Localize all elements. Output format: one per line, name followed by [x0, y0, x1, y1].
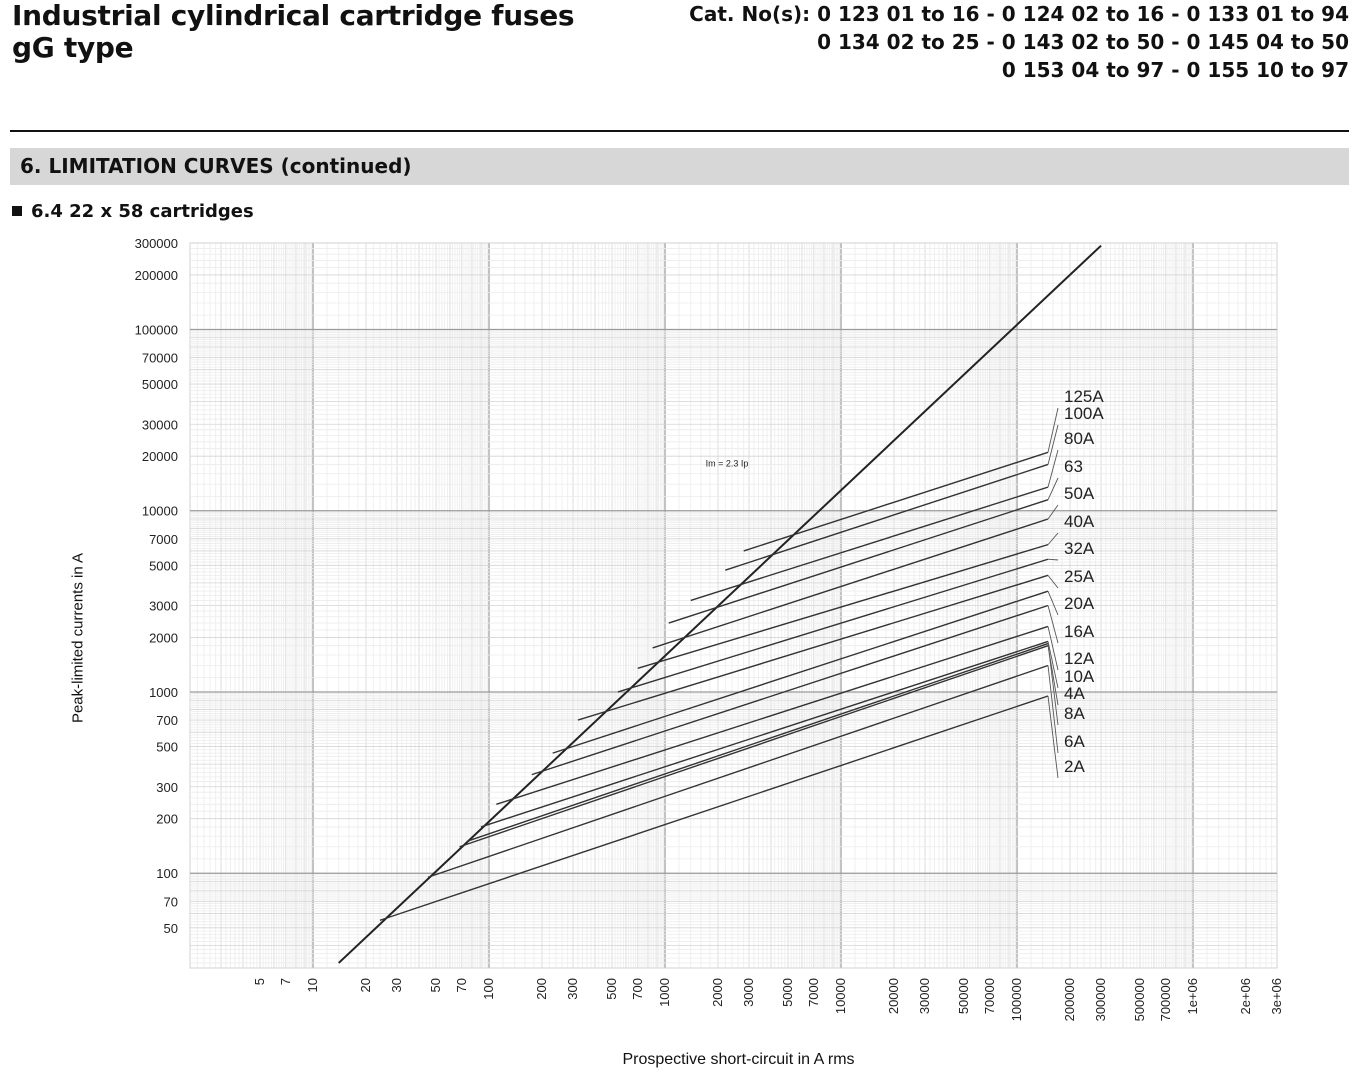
- y-tick-label: 70: [163, 894, 178, 910]
- x-tick-label: 300: [564, 978, 580, 1000]
- y-tick-label: 7000: [149, 531, 178, 547]
- x-tick-label: 70000: [981, 978, 997, 1015]
- series-label: 16A: [1064, 622, 1095, 641]
- x-tick-label: 7000: [805, 978, 821, 1007]
- reference-line-label: Im = 2.3 Ip: [705, 458, 749, 469]
- y-tick-label: 300: [156, 779, 178, 795]
- x-tick-label: 100: [481, 978, 497, 1000]
- series-label: 50A: [1064, 484, 1095, 503]
- y-tick-label: 3000: [149, 598, 178, 614]
- page-title-line-2: gG type: [12, 31, 134, 64]
- y-tick-label: 10000: [141, 503, 178, 519]
- catalogue-numbers-line-1: Cat. No(s): 0 123 01 to 16 - 0 124 02 to 16 - 0 133 01 to 94: [689, 2, 1349, 26]
- x-tick-label: 200000: [1062, 978, 1078, 1022]
- section-title: 6. LIMITATION CURVES (continued): [20, 154, 412, 178]
- x-tick-label: 30000: [916, 978, 932, 1015]
- x-tick-label: 3000: [740, 978, 756, 1007]
- y-tick-label: 300000: [134, 236, 178, 251]
- x-tick-label: 2000: [710, 978, 726, 1007]
- series-label: 12A: [1064, 649, 1095, 668]
- page-title-line-1: Industrial cylindrical cartridge fuses: [12, 0, 575, 32]
- series-label: 32A: [1064, 539, 1095, 558]
- x-tick-label: 300000: [1092, 978, 1108, 1022]
- series-label: 100A: [1064, 404, 1104, 423]
- x-tick-label: 500: [604, 978, 620, 1000]
- y-tick-label: 50000: [141, 377, 178, 393]
- x-tick-label: 1000: [657, 978, 673, 1007]
- x-tick-label: 50: [428, 978, 444, 993]
- x-tick-label: 7: [277, 978, 293, 986]
- subsection-title-text: 6.4 22 x 58 cartridges: [31, 201, 254, 222]
- y-tick-label: 20000: [141, 449, 178, 465]
- series-label: 2A: [1064, 757, 1085, 776]
- x-tick-label: 70: [453, 978, 469, 993]
- x-tick-label: 30: [388, 978, 404, 993]
- y-tick-label: 100: [156, 866, 178, 882]
- x-tick-label: 5000: [780, 978, 796, 1007]
- x-tick-label: 200: [534, 978, 550, 1000]
- x-tick-label: 20: [358, 978, 374, 993]
- x-tick-label: 700: [629, 978, 645, 1000]
- x-tick-label: 2e+06: [1238, 978, 1254, 1015]
- series-label: 25A: [1064, 567, 1095, 586]
- series-label: 6A: [1064, 732, 1085, 751]
- series-label: 63: [1064, 457, 1083, 476]
- series-label: 40A: [1064, 512, 1095, 531]
- series-label: 20A: [1064, 594, 1095, 613]
- x-tick-label: 5: [252, 978, 268, 986]
- y-tick-label: 50: [163, 920, 178, 936]
- y-tick-label: 200: [156, 811, 178, 827]
- y-tick-label: 100000: [134, 322, 178, 338]
- x-tick-label: 3e+06: [1269, 978, 1284, 1015]
- x-tick-label: 20000: [886, 978, 902, 1015]
- x-tick-label: 50000: [956, 978, 972, 1015]
- x-axis-ticks: [252, 978, 1284, 1021]
- x-tick-label: 10000: [833, 978, 849, 1015]
- y-tick-label: 1000: [149, 684, 178, 700]
- series-label: 4A: [1064, 684, 1085, 703]
- series-label: 80A: [1064, 429, 1095, 448]
- series-label: 10A: [1064, 667, 1095, 686]
- x-tick-label: 700000: [1157, 978, 1173, 1022]
- y-tick-label: 500: [156, 739, 178, 755]
- series-label: 8A: [1064, 704, 1085, 723]
- y-tick-label: 5000: [149, 558, 178, 574]
- y-tick-label: 2000: [149, 630, 178, 646]
- x-tick-label: 100000: [1009, 978, 1025, 1022]
- y-tick-label: 30000: [141, 417, 178, 433]
- x-tick-label: 10: [305, 978, 321, 993]
- chart-grid: [190, 243, 1277, 968]
- y-tick-label: 200000: [134, 267, 178, 283]
- x-tick-label: 1e+06: [1185, 978, 1201, 1015]
- catalogue-numbers-line-2: 0 134 02 to 25 - 0 143 02 to 50 - 0 145 04 to 50: [817, 30, 1349, 54]
- series-label: 125A: [1064, 387, 1104, 406]
- x-tick-label: 500000: [1132, 978, 1148, 1022]
- y-tick-label: 700: [156, 713, 178, 729]
- y-tick-label: 70000: [141, 350, 178, 366]
- y-axis-ticks: [135, 236, 178, 936]
- catalogue-numbers-line-3: 0 153 04 to 97 - 0 155 10 to 97: [1001, 58, 1349, 82]
- x-axis-label: Prospective short-circuit in A rms: [622, 1051, 855, 1068]
